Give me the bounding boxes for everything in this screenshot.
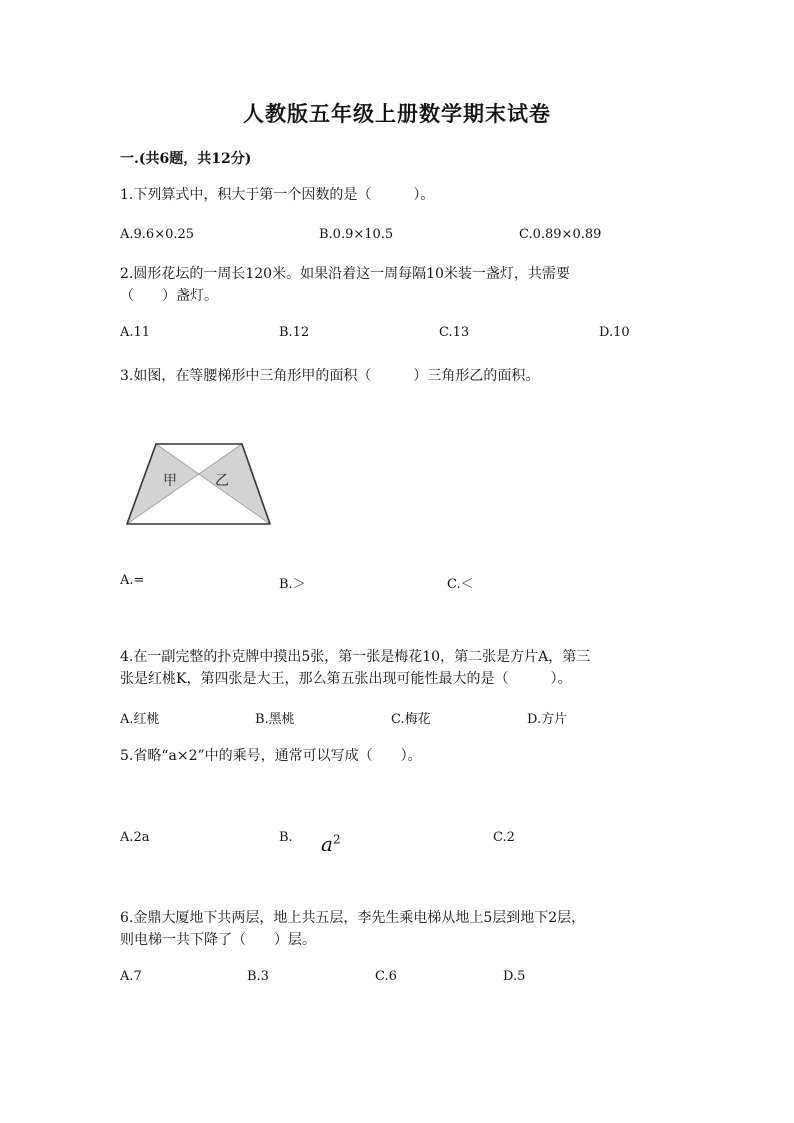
math-exponent: 2: [332, 832, 341, 847]
question-2-option-a[interactable]: A.11: [120, 325, 151, 340]
question-2-line-1: 2.圆形花坛的一周长120米。如果沿着这一周每隔10米装一盏灯，共需要: [120, 266, 570, 282]
section-heading: 一.(共6题，共12分): [120, 151, 252, 167]
question-1-option-a[interactable]: A.9.6×0.25: [120, 227, 195, 242]
question-2-option-d[interactable]: D.10: [599, 325, 630, 340]
question-5-option-a[interactable]: A.2a: [120, 830, 150, 845]
question-4-option-b[interactable]: B.黑桃: [255, 712, 295, 727]
page-title: 人教版五年级上册数学期末试卷: [243, 101, 551, 126]
math-base: a: [321, 832, 333, 856]
question-5-option-b-math: [321, 832, 341, 856]
question-2-option-c[interactable]: C.13: [439, 325, 470, 340]
question-6-option-c[interactable]: C.6: [375, 969, 397, 984]
question-1-option-c[interactable]: C.0.89×0.89: [519, 227, 602, 242]
question-1-option-b[interactable]: B.0.9×10.5: [319, 227, 394, 242]
question-4-option-c[interactable]: C.梅花: [391, 712, 431, 727]
question-6-option-a[interactable]: A.7: [120, 969, 142, 984]
question-1-text: 1.下列算式中，积大于第一个因数的是（ ）。: [120, 187, 435, 203]
question-3-option-b[interactable]: B.＞: [279, 577, 306, 592]
question-4-line-1: 4.在一副完整的扑克牌中摸出5张，第一张是梅花10，第二张是方片A，第三: [120, 649, 591, 665]
question-5-option-b[interactable]: B.: [279, 830, 293, 845]
question-6-line-1: 6.金鼎大厦地下共两层，地上共五层，李先生乘电梯从地上5层到地下2层，: [120, 910, 586, 926]
question-6-line-2: 则电梯一共下降了（ ）层。: [120, 932, 316, 948]
question-3-option-c[interactable]: C.＜: [447, 577, 474, 592]
question-5-text: 5.省略“a×2”中的乘号，通常可以写成（ ）。: [120, 748, 422, 764]
question-3-option-a[interactable]: A.=: [120, 573, 145, 588]
question-6-option-b[interactable]: B.3: [247, 969, 269, 984]
question-5-option-c[interactable]: C.2: [493, 830, 515, 845]
question-3-text: 3.如图，在等腰梯形中三角形甲的面积（ ）三角形乙的面积。: [120, 368, 540, 384]
question-4-line-2: 张是红桃K，第四张是大王，那么第五张出现可能性最大的是（ ）。: [120, 671, 572, 687]
label-jia: 甲: [163, 473, 177, 489]
isosceles-trapezoid-figure: [120, 438, 280, 532]
label-yi: 乙: [215, 473, 229, 489]
question-6-option-d[interactable]: D.5: [503, 969, 526, 984]
question-2-line-2: （ ）盏灯。: [120, 288, 218, 304]
question-4-option-d[interactable]: D.方片: [527, 712, 568, 727]
question-2-option-b[interactable]: B.12: [279, 325, 310, 340]
question-4-option-a[interactable]: A.红桃: [120, 712, 160, 727]
